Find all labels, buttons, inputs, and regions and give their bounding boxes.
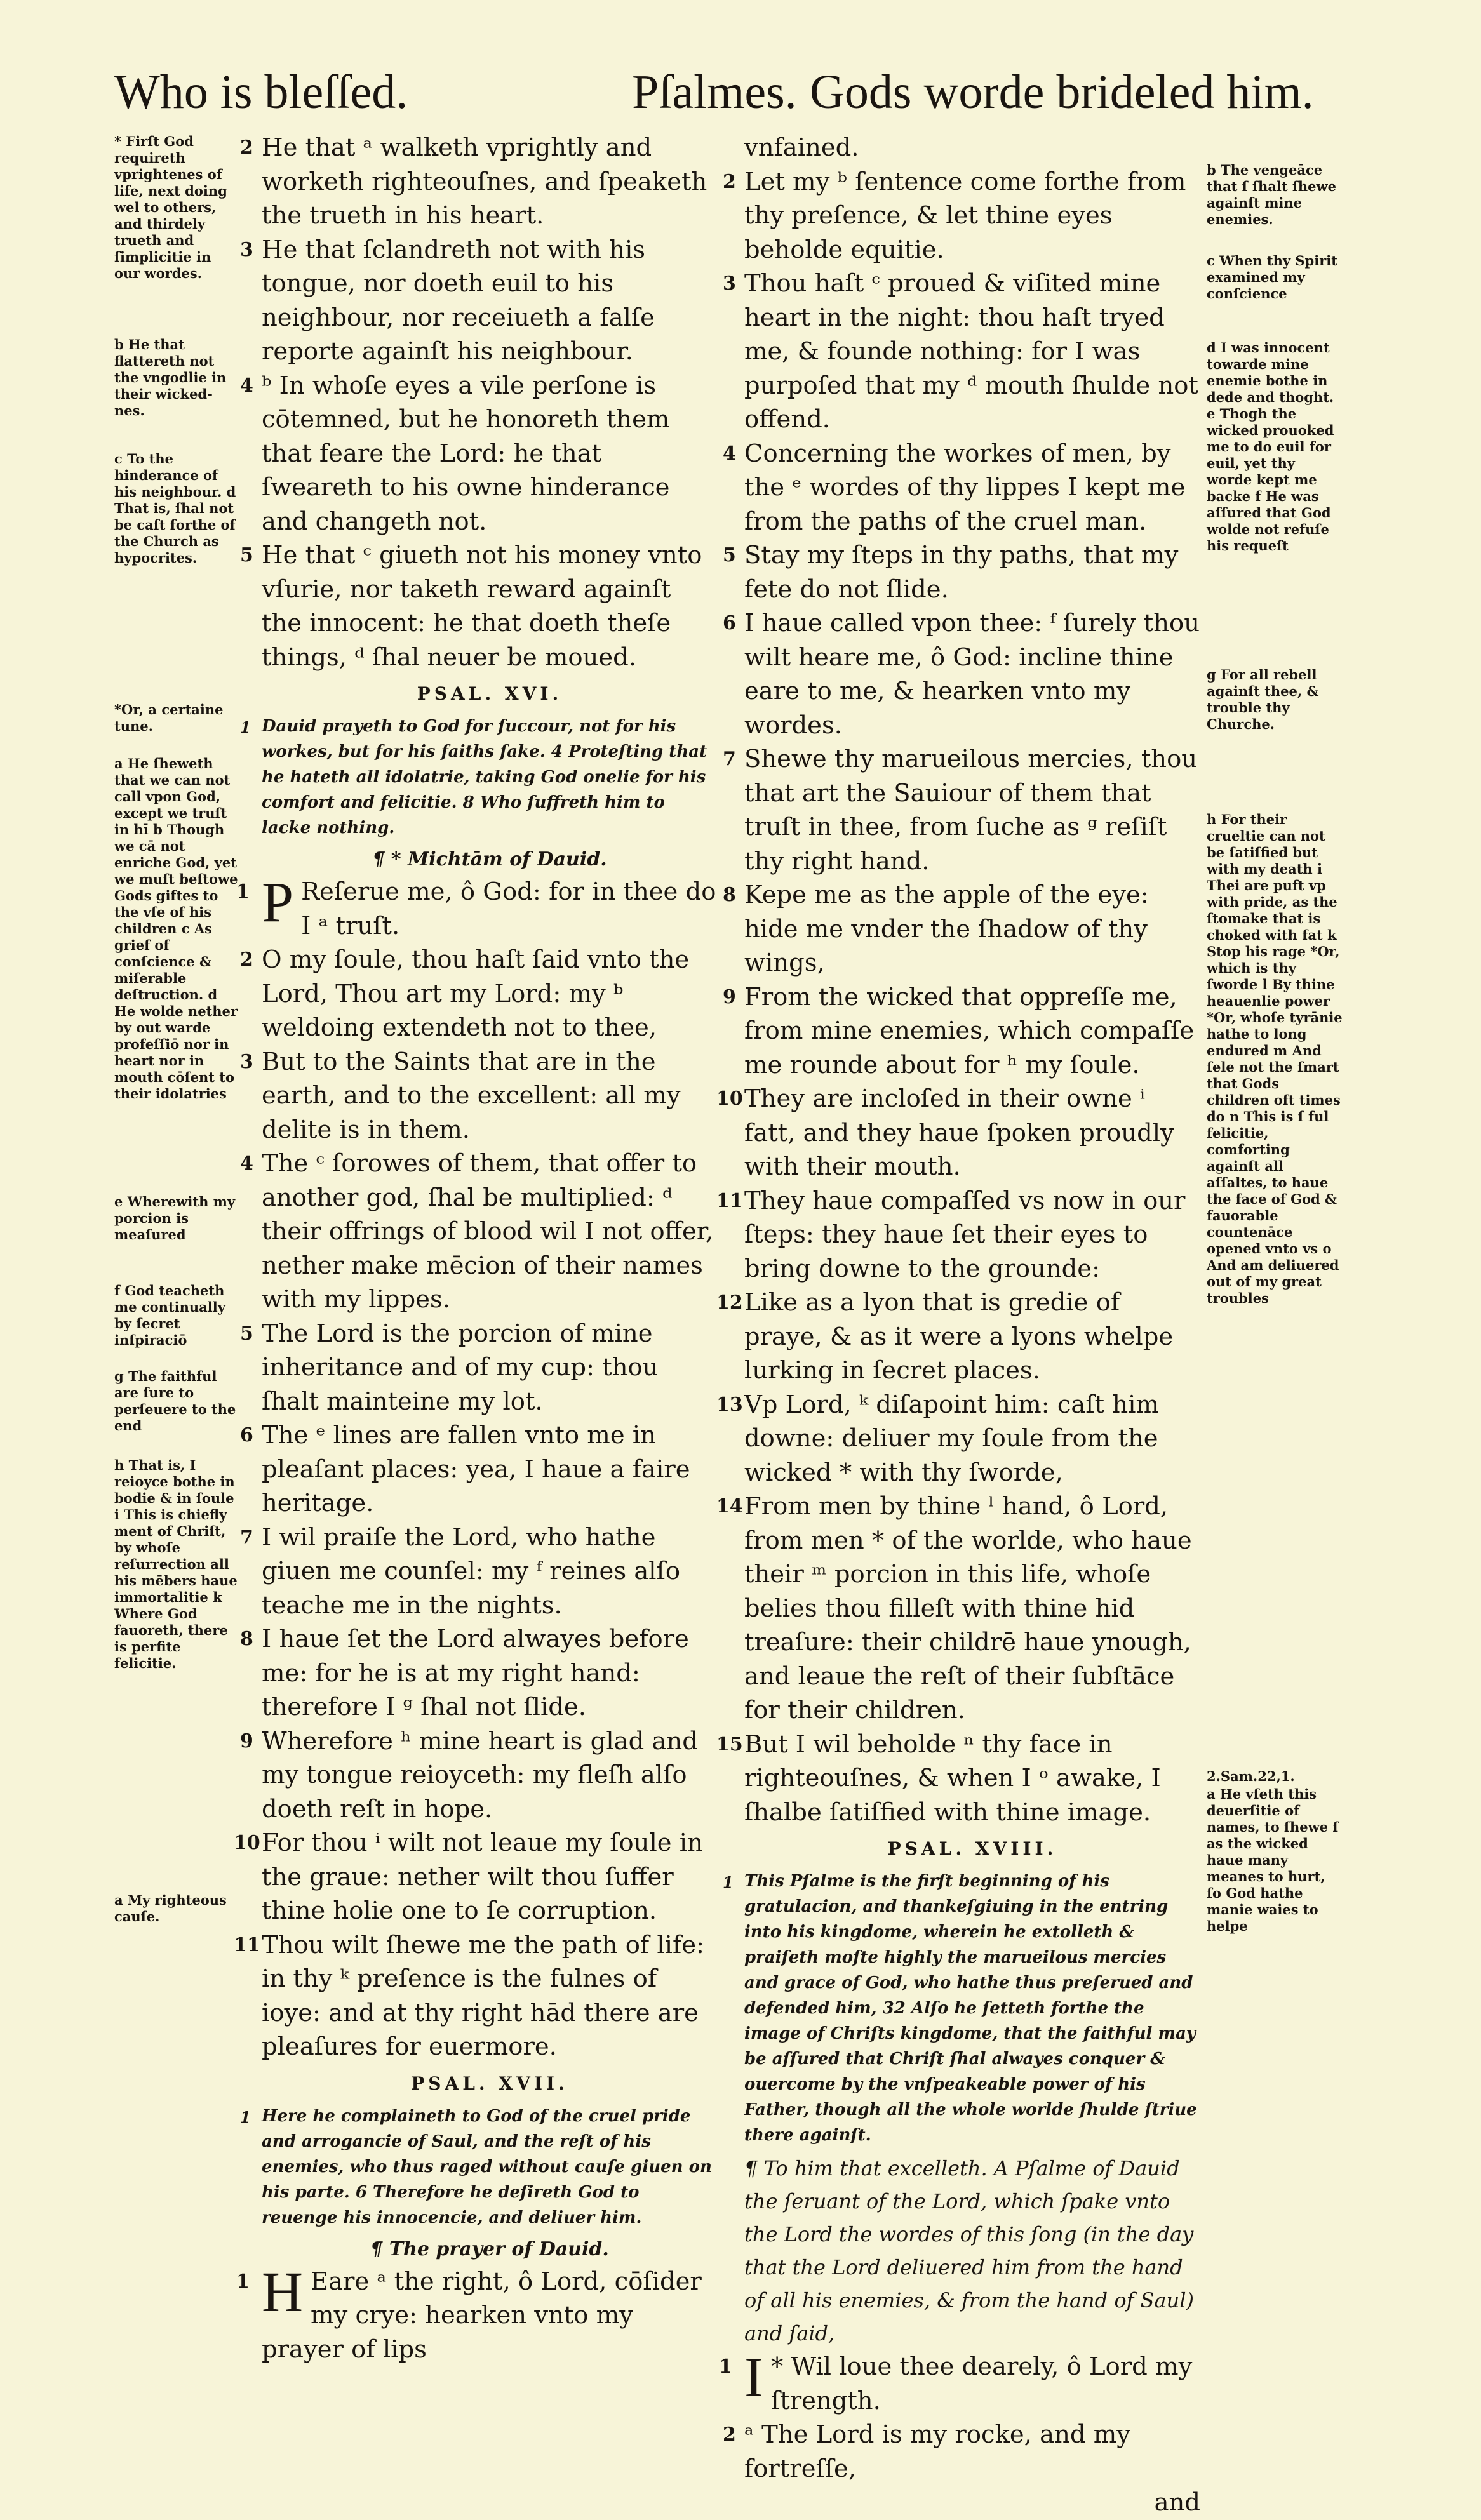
psalm-argument: 1 Dauid prayeth to God for ſuccour, not for his workes, but for his faiths ſake. 4 Proteſting that he hateth all idolatrie, taking God onelie for his comfort and felicitie. 8 Who ſuffreth him to lacke nothing. (240, 717, 707, 837)
verse: 9 Wherefore ʰ mine heart is glad and my tongue reioyceth: my fleſh alſo doeth reſt in hope. (240, 1726, 698, 1823)
verse: 1 H Eare ᵃ the right, ô Lord, cōſider my crye: hearken vnto my prayer of lips (236, 2260, 702, 2364)
verse: 1 P Reſerue me, ô God: for in thee do I ᵃ truſt. (236, 871, 716, 940)
right-note: b The vengeāce that ſ ſhalt ſhewe againſt mine enemies. (1207, 162, 1336, 227)
psalm-title: PSAL. XVIII. (887, 1838, 1057, 1859)
verse: 11 They haue compaſſed vs now in our ſteps: they haue ſet their eyes to bring downe to the grounde: (716, 1186, 1186, 1283)
left-note: h That is, I reioyce bothe in bodie & in ſoule i This is chiefly ment of Chriſt, by whoſe reſurrection all his mēbers haue immortalitie k Where God fauoreth, there is perfite felicitie. (114, 1457, 238, 1671)
verse: 6 I haue called vpon thee: ᶠ ſurely thou wilt heare me, ô God: incline thine eare to me, & hearken vnto my wordes. (723, 609, 1200, 740)
psalm-argument: 1 This Pſalme is the firſt beginning of his gratulacion, and thankeſgiuing in the entring into his kingdome, wherein he extolleth & praiſeth moſte highly the marueilous mercies and grace of God, who hathe thus preſerued and defended him, 32 Alſo he ſetteth forthe the image of Chriſts kingdome, that the faithful may be aſſured that Chriſt ſhal alwayes conquer & ouercome by the vnſpeakeable power of his Father, though all the whole worlde ſhulde ſtriue there againſt. (723, 1872, 1197, 2145)
drop-capital: H (262, 2260, 303, 2324)
left-note: c To the hinderance of his neighbour. d That is, ſhal not be caſt forthe of the Church as hypocrites. (114, 451, 236, 566)
verse: 2 He that ᵃ walketh vprightly and worketh righteouſnes, and ſpeaketh the trueth in his heart. (240, 133, 707, 230)
left-note: a My righteous cauſe. (114, 1892, 227, 1924)
drop-capital: P (262, 871, 294, 934)
verse: 5 The Lord is the porcion of mine inheritance and of my cup: thou ſhalt mainteine my lot. (240, 1319, 659, 1416)
verse: 1 I * Wil loue thee dearely, ô Lord my ſtrength. (719, 2346, 1193, 2415)
right-note: h For their crueltie can not be ſatiſfied but with my death i Thei are puft vp with pride, as the ſtomake that is choked with fat k Stop his rage *Or, which is thy ſworde l By thine heauenlie power *Or, whoſe tyrānie hathe to long endured m And ſele not the ſmart that Gods children oft times do n This is ſ ful felicitie, comforting againſt all aſſaltes, to haue the face of God & fauorable countenāce opened vnto vs o And am deliuered out of my great troubles (1207, 811, 1343, 1306)
left-note: b He that flattereth not the vngodlie in their wicked-nes. (114, 337, 227, 418)
running-head-left: Who is bleſſed. (114, 65, 408, 119)
psalm-subtitle: ¶ The prayer of Dauid. (370, 2237, 609, 2260)
verse: 6 The ᵉ lines are fallen vnto me in pleaſant places: yea, I haue a faire heritage. (240, 1421, 690, 1517)
verse: 7 Shewe thy marueilous mercies, thou that art the Sauiour of them that truſt in thee, from ſuche as ᵍ reſiſt thy right hand. (723, 745, 1198, 876)
right-note: g For all rebell againſt thee, & trouble thy Churche. (1207, 667, 1319, 732)
verse-continued: vnfained. (744, 133, 859, 162)
verse: 5 Stay my ſteps in thy paths, that my fete do not ſlide. (723, 541, 1179, 604)
verse: 11 Thou wilt ſhewe me the path of life: in thy ᵏ preſence is the fulnes of ioye: and at thy right hād there are pleaſures for euermore. (234, 1930, 705, 2061)
catchword: and (1154, 2488, 1200, 2517)
verse: 13 Vp Lord, ᵏ diſapoint him: caſt him downe: deliuer my ſoule from the wicked * with thy ſworde, (716, 1390, 1159, 1487)
left-note: a He ſheweth that we can not call vpon God, except we truſt in hī b Though we cā not enriche God, yet we muſt beſtowe Gods giftes to the vſe of his children c As grief of conſcience & miſerable deſtruction. d He wolde nether by out warde profeſſiō nor in heart nor in mouth cōſent to their idolatries (114, 756, 238, 1102)
verse: 3 Thou haſt ᶜ proued & viſited mine heart in the night: thou haſt tryed me, & founde nothing: for I was purpoſed that my ᵈ mouth ſhulde not offend. (723, 269, 1198, 434)
column-left (234, 131, 718, 2366)
left-note: e Wherewith my porcion is meaſured (114, 1194, 236, 1243)
right-note: d I was innocent towarde mine enemie bothe in dede and thoght. e Thogh the wicked prouoked me to do euil for euil, yet thy worde kept me backe f He was aſſured that God wolde not refuſe his requeſt (1207, 340, 1334, 554)
psalm-title: PSAL. XVII. (411, 2072, 568, 2094)
verse: 5 He that ᶜ giueth not his money vnto vſurie, nor taketh reward againſt the innocent: he that doeth theſe things, ᵈ ſhal neuer be moued. (240, 541, 702, 672)
psalm-subtitle: ¶ * Michtām of Dauid. (372, 848, 607, 870)
verse: 3 But to the Saints that are in the earth, and to the excellent: all my delite is in them. (240, 1047, 681, 1144)
left-note: *Or, a certaine tune. (114, 702, 224, 734)
drop-capital: I (744, 2346, 763, 2409)
verse: 2 ᵃ The Lord is my rocke, and my fortreſſe, (723, 2420, 1131, 2483)
verse: 2 Let my ᵇ ſentence come forthe from thy preſence, & let thine eyes beholde equitie. (723, 167, 1186, 264)
right-note: a He vſeth this deuerſitie of names, to ſhewe ſ as the wicked haue many meanes to hurt, ſo God hathe manie waies to helpe (1207, 1786, 1339, 1934)
psalm-argument: 1 Here he complaineth to God of the cruel pride and arrogancie of Saul, and the reſt of his enemies, who thus raged without cauſe giuen on his parte. 6 Therefore he deſireth God to reuenge his innocencie, and deliuer him. (240, 2106, 712, 2227)
verse: 7 I wil praiſe the Lord, who hathe giuen me counſel: my ᶠ reines alſo teache me in the nights. (240, 1523, 681, 1620)
verse: 10 For thou ⁱ wilt not leaue my ſoule in the graue: nether wilt thou ſuffer thine holie one to ſe corruption. (234, 1829, 703, 1925)
verse: 12 Like as a lyon that is gredie of praye, & as it were a lyons whelpe lurking in ſecret places. (716, 1288, 1174, 1385)
verse: 14 From men by thine ˡ hand, ô Lord, from men * of the worlde, who haue their ᵐ porcion in this life, whoſe belies thou filleſt with thine hid treaſure: their childrē haue ynough, and leaue the reſt of their ſubſtāce for their children. (716, 1492, 1192, 1724)
right-note: 2.Sam.22,1. (1207, 1768, 1295, 1784)
verse: 8 I haue ſet the Lord alwayes before me: for he is at my right hand: therefore I ᵍ ſhal not ſlide. (240, 1625, 689, 1721)
running-head-center: Pſalmes. (632, 65, 797, 119)
verse: 3 He that ſclandreth not with his tongue, nor doeth euil to his neighbour, nor receiueth a falſe reporte againſt his neighbour. (240, 235, 655, 366)
verse: 10 They are incloſed in their owne ⁱ fatt, and they haue ſpoken proudly with their mouth. (716, 1084, 1174, 1181)
left-note: g The faithful are ſure to perſeuere to the end (114, 1368, 236, 1434)
verse: 4 The ᶜ ſorowes of them, that offer to another god, ſhal be multiplied: ᵈ their offrings of blood wil I not offer, nether make mēcion of their names with my lippes. (240, 1149, 714, 1314)
column-right (716, 131, 1200, 2520)
verse: 4 ᵇ In whoſe eyes a vile perſone is cōtemned, but he honoreth them that feare the Lord: he that ſweareth to his owne hinderance and changeth not. (240, 371, 670, 536)
running-head-right: Gods worde brideled him. (810, 65, 1314, 119)
verse: 9 From the wicked that oppreſſe me, from mine enemies, which compaſſe me rounde about for ʰ my ſoule. (723, 982, 1195, 1079)
verse: 4 Concerning the workes of men, by the ᵉ wordes of thy lippes I kept me from the paths of the cruel man. (723, 439, 1186, 536)
left-note: * Firſt God requireth vprightenes of life, next doing wel to others, and thirdely trueth and ſimplicitie in our wordes. (114, 133, 227, 281)
psalm-title: PSAL. XVI. (417, 683, 563, 704)
right-note: c When thy Spirit examined my conſcience (1207, 253, 1337, 302)
left-note: f God teacheth me continually by ſecret inſpiraciō (114, 1283, 225, 1348)
psalm-dedication: ¶ To him that excelleth. A Pſalme of Dauid the ſeruant of the Lord, which ſpake vnto the Lord the wordes of this ſong (in the day that the Lord deliuered him from the hand of all his enemies, & from the hand of Saul) and ſaid, (744, 2156, 1194, 2345)
verse: 8 Kepe me as the apple of the eye: hide me vnder the ſhadow of thy wings, (723, 881, 1149, 977)
verse: 15 But I wil beholde ⁿ thy face in righteouſnes, & when I ᵒ awake, I ſhalbe ſatiſfied with thine image. (716, 1730, 1161, 1827)
verse: 2 O my ſoule, thou haſt ſaid vnto the Lord, Thou art my Lord: my ᵇ weldoing extendeth not to thee, (240, 945, 690, 1042)
